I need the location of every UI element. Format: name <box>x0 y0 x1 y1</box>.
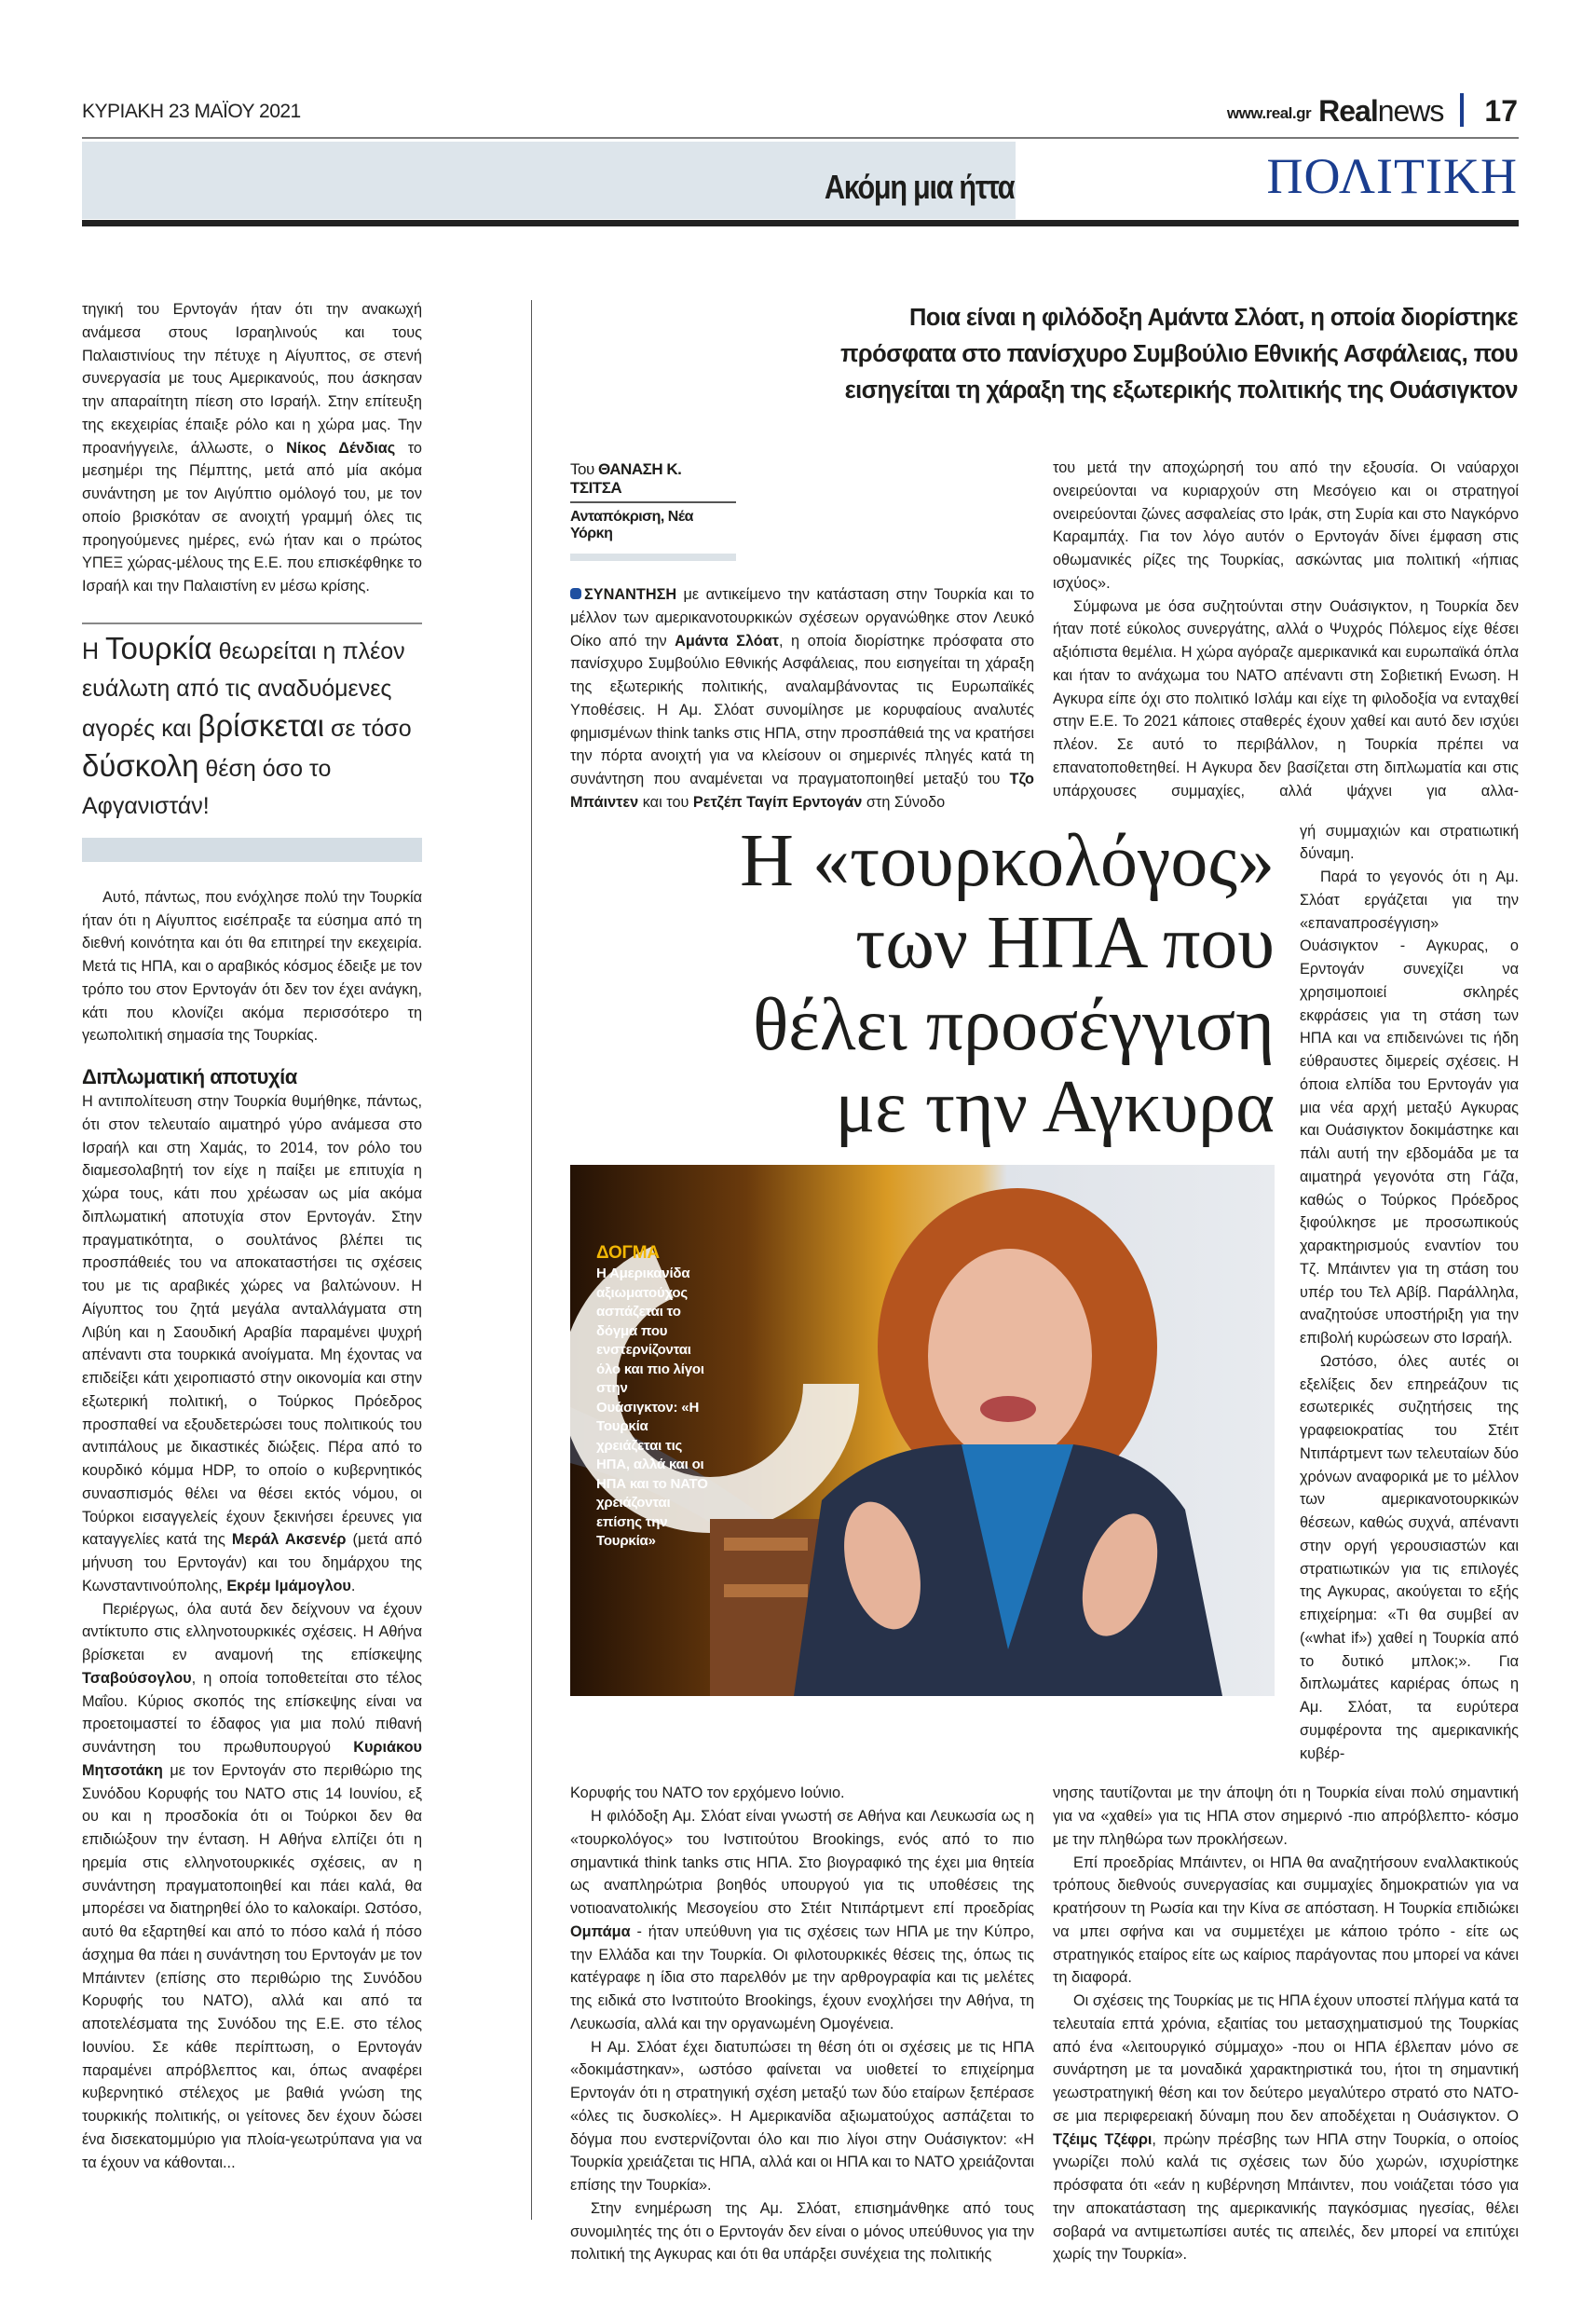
text-run: Ωστόσο, όλες αυτές οι εξελίξεις δεν επηρεάζουν τις εσωτερικές συζητήσεις της γραφειοκρατίας του Στέιτ Ντιπάρτμεντ των τελευταίων δύο χρόνων αναφορικά με το μέλλον των αμερικανοτουρκικών θέσεων, καθώς συχνά, απέναντι στην οργή γερουσιαστών και στρατιωτικών για τις επιλογές της Αγκυρας, ακούγεται το εξής επιχείρημα: «Τι θα συμβεί αν («what if») χαθεί η Τουρκία από το δυτικό μπλοκ;». Για διπλωμάτες καριέρας όπως η Αμ. Σλόατ, τα ευρύτερα συμφέροντα της αμερικανικής κυβέρ- <box>1300 1352 1519 1762</box>
left-column-text-3 <box>82 1090 422 2174</box>
bold-name: Τζο Μπάιντεν <box>570 771 1034 811</box>
bold-name: Κυριάκου Μητσοτάκη <box>82 1739 422 1779</box>
text-run: . <box>350 1577 356 1594</box>
byline <box>570 460 736 561</box>
bold-name: Μεράλ Ακσενέρ <box>231 1531 347 1549</box>
bold-name: Ρετζέπ Ταγίπ Ερντογάν <box>692 793 863 811</box>
bold-name: Ομπάμα <box>570 1922 631 1940</box>
masthead-brand <box>1227 93 1518 127</box>
section-title: ΠΟΛΙΤΙΚΗ <box>1266 148 1518 204</box>
bold-name: Τσαβούσογλου <box>82 1669 192 1687</box>
left-column-text-2 <box>82 886 422 1047</box>
text-run: τηγική του Ερντογάν ήταν ότι την ανακωχή ανάμεσα στους Ισραηλινούς και τους Παλαιστινίους την πέτυχε η Αίγυπτος, σε στενή συνεργασία με τους Αμερικανούς, που άσκησαν την απαραίτητη πίεση στο Ισραήλ. Στην επίτευξη της εκεχειρίας έπαιξε ρόλο και η χώρα μας. Την προανήγγειλε, άλλωστε, ο <box>82 301 422 457</box>
text-run: με αντικείμενο την κατάσταση στην Τουρκία και το μέλλον των αμερικανοτουρκικών σχέσεων οργανώθηκε στον Λευκό Οίκο από την <box>570 586 1034 650</box>
text-run: Παρά το γεγονός ότι η Αμ. Σλόατ εργάζεται για την «επαναπροσέγγιση» Ουάσιγκτον - Αγκυρας, ο Ερντογάν συνεχίζει να χρησιμοποιεί σκληρές εκφράσεις για τη στάση των ΗΠΑ και να επιδεινώνει τις ήδη εύθραυστες διμερείς σχέσεις. Η όποια ελπίδα του Ερντογάν για μια νέα αρχή μεταξύ Αγκυρας και Ουάσιγκτον δοκιμάστηκε και πάλι αυτή την εβδομάδα με τα αιματηρά γεγονότα στη Γάζα, καθώς ο Τούρκος Πρόεδρος ξιφούλκησε με προσωπικούς χαρακτηρισμούς εναντίον του Τζ. Μπάιντεν για τη στάση του υπέρ του Τελ Αβίβ. Παράλληλα, αναζητούσε υποστήριξη για την επιβολή κυρώσεων στο Ισραήλ. <box>1300 869 1519 1347</box>
pull-quote-bar <box>82 838 422 862</box>
subtitle-line: εισηγείται τη χάραξη της εξωτερικής πολιτικής της Ουάσιγκτον <box>844 377 1518 404</box>
paragraph <box>570 583 1034 814</box>
headline-line: θέλει προσέγγιση <box>752 983 1275 1066</box>
subheading: Διπλωματική αποτυχία <box>82 1065 297 1088</box>
text-run: (μετά από μήνυση του Ερντογάν) και του δημάρχου της Κωνσταντινούπολης, <box>82 1531 423 1594</box>
article-middle-top-column <box>570 457 1034 814</box>
paragraph <box>82 886 422 1047</box>
pull-quote <box>82 630 422 825</box>
pull-quote-text: θέση όσο το Αφγανιστάν! <box>82 755 332 819</box>
bold-name: Τζέιμς Τζέφρι <box>1053 2130 1153 2148</box>
paragraph <box>1300 866 1519 1350</box>
text-run: Αυτό, πάντως, που ενόχλησε πολύ την Τουρκία ήταν ότι η Αίγυπτος εισέπραξε τα εύσημα από τη διεθνή κοινότητα και ότι θα επιτηρεί την εκεχειρία. Μετά τις ΗΠΑ, και ο αραβικός κόσμος έδειξε με τον τρόπο του στον Ερντογάν ότι δεν τον έχει ανάγκη, κάτι που κλονίζει ακόμα περισσότερο τη γεωπολιτική σημασία της Τουρκίας. <box>82 888 422 1045</box>
text-run: , πρώην πρέσβης των ΗΠΑ στην Τουρκία, ο οποίος γνωρίζει πολύ καλά τις σχέσεις των δύο χωρών, ισχυρίστηκε πρόσφατα ότι «εάν η κυβέρνηση Μπάιντεν, που νοιάζεται τόσο για την αποκατάσταση της αμερικανικής παγκόσμιας ηγεσίας, θέλει σοβαρά να αντιμετωπίσει αυτές τις απειλές, δεν μπορεί να επιτύχει χωρίς την Τουρκία». <box>1053 2130 1519 2264</box>
headline-line: με την Αγκυρα <box>835 1065 1275 1148</box>
bold-name: Εκρέμ Ιμάμογλου <box>226 1577 351 1594</box>
bold-name: Νίκος Δένδιας <box>286 439 396 457</box>
article-right-narrow <box>1300 820 1519 1766</box>
text-run: Σύμφωνα με όσα συζητούνται στην Ουάσιγκτον, η Τουρκία δεν ήταν ποτέ εύκολος συνεργάτης, αλλά ο Ψυχρός Πόλεμος είχε θέσει αξιόπιστα θεμέλια. Η χώρα αγόραζε αμερικανικά και ευρωπαϊκά όπλα και ήταν το ανάχωμα του ΝΑΤΟ απέναντι στη Σοβιετική Ενωση. Η Αγκυρα είπε όχι στο πολιτικό Ισλάμ και είχε τη φιλοδοξία να ενταχθεί στην Ε.Ε. Το 2021 κάποιες σταθερές έχουν χαθεί και αυτό δεν ισχύει πλέον. Σε αυτό το περιβάλλον, η Τουρκία πρέπει να επανατοποθετηθεί. Η Αγκυρα δεν βασίζεται στη διπλωματία και στις υπάρχουσες συμμαχίες, αλλά ψάχνει για αλλα- <box>1053 597 1519 800</box>
left-column-text-1 <box>82 298 422 598</box>
article-right-bottom <box>1053 1782 1519 2266</box>
paragraph <box>82 1090 422 1598</box>
text-run: νησης ταυτίζονται με την άποψη ότι η Τουρκία είναι πολύ σημαντική για να «χαθεί» για τις ΗΠΑ στον σημερινό -πιο απρόβλεπτο- κόσμο με την πληθώρα των προκλήσεων. <box>1053 1785 1519 1848</box>
text-run: - ήταν υπεύθυνη για τις σχέσεις των ΗΠΑ με την Κύπρο, την Ελλάδα και την Τουρκία. Οι φιλοτουρκικές θέσεις της, όπως τις κατέγραφε η ίδια στο παρελθόν με την αρθρογραφία και τις μελέτες της ειδικά στο Ινστιτούτο Brookings, έχουν ενοχλήσει την Αθήνα, τη Λευκωσία, αλλά και την οργανωμένη Ομογένεια. <box>570 1922 1034 2032</box>
byline-location: Ανταπόκριση, Νέα Υόρκη <box>570 509 693 541</box>
main-article <box>570 457 1519 2266</box>
paragraph <box>82 1598 422 2175</box>
caption-title: ΔΟΓΜΑ <box>596 1242 660 1263</box>
text-run: γή συμμαχιών και στρατιωτική δύναμη. <box>1300 822 1519 863</box>
bold-name: Αμάντα Σλόατ <box>675 632 780 650</box>
paragraph <box>570 2197 1034 2266</box>
text-run: , η οποία τοποθετείται στο τέλος Μαΐου. Κύριος σκοπός της επίσκεψης είναι να προετοιμαστεί το έδαφος για μια πολύ πιθανή συνάντηση του πρωθυπουργού <box>82 1669 422 1756</box>
newspaper-logo: Realnews <box>1318 94 1444 128</box>
byline-bar <box>570 554 736 561</box>
text-run: Οι σχέσεις της Τουρκίας με τις ΗΠΑ έχουν υποστεί πλήγμα κατά τα τελευταία επτά χρόνια, εξαιτίας του μετασχηματισμού της Τουρκίας από ένα «λειτουργικό σύμμαχο» -που οι ΗΠΑ έβλεπαν μόνο σε συνάρτηση με τα μοναδικά χαρακτηριστικά του, ήτοι τη σημαντική γεωστρατηγική θέση και τον δεύτερο μεγαλύτερο στρατό στο ΝΑΤΟ- σε μια περιφερειακή δύναμη που δεν αποδέχεται η Ουάσιγκτον. Ο <box>1053 1992 1519 2125</box>
text-run: Η Αμ. Σλόατ έχει διατυπώσει τη θέση ότι οι σχέσεις με τις ΗΠΑ «δοκιμάστηκαν», ωστόσο φαίνεται να υιοθετεί το επιχείρημα Ερντογάν ότι η στρατηγική σχέση μεταξύ των δύο εταίρων ξεπέρασε «όλες τις δυσκολίες». Η Αμερικανίδα αξιωματούχος ασπάζεται το δόγμα που ενστερνίζονται όλο και πιο λίγοι στην Ουάσιγκτον: «Η Τουρκία χρειάζεται τις ΗΠΑ, αλλά και οι ΗΠΑ και το ΝΑΤΟ χρειάζονται επίσης την Τουρκία». <box>570 2038 1034 2194</box>
paragraph <box>570 1782 1034 1805</box>
issue-date: ΚΥΡΙΑΚΗ 23 ΜΑΪΟΥ 2021 <box>82 101 301 122</box>
pull-quote-emphasis: δύσκολη <box>82 747 199 783</box>
subtitle-line: Ποια είναι η φιλόδοξη Αμάντα Σλόατ, η οποία διορίστηκε <box>909 305 1518 331</box>
top-rule <box>82 137 1519 139</box>
article-row-visual <box>570 820 1519 1766</box>
text-run: Η αντιπολίτευση στην Τουρκία θυμήθηκε, πάντως, ότι στον τελευταίο αιματηρό γύρο ανάμεσα στο Ισραήλ και στη Χαμάς, το 2014, τον ρόλο του διαμεσολαβητή τον είχε η παίξει με επιτυχία η χώρα τους, κάτι που χρέωσαν ως μία ακόμα διπλωματική αποτυχία στον Ερντογάν. Στην πραγματικότητα, ο σουλτάνος βλέπει τις προσπάθειές του να αποκαταστήσει τις σχέσεις του με τις αραβικές χώρες να βαλτώνουν. Η Αίγυπτος του ζητά μεγάλα ανταλλάγματα στη Λιβύη και η Σαουδική Αραβία παραμένει ψυχρή απέναντι στα τουρκικά ανοίγματα. Μη έχοντας να επιδείξει κάτι χειροπιαστό στην οικονομία και στην εξωτερική πολιτική, ο Τούρκος Πρόεδρος προσπαθεί να εξουδετερώσει τους πολιτικούς του αντιπάλους με δικαστικές διώξεις. Πέρα από το κουρδικό κόμμα HDP, το οποίο ο κυβερνητικός συνασπισμός θέλει να θέσει εκτός νόμου, οι Τούρκοι εισαγγελείς έχουν ξεκινήσει έρευνες για καταγγελίες κατά της <box>82 1093 422 1549</box>
paragraph <box>570 2036 1034 2197</box>
pull-quote-text: θεωρείται η πλέον ευάλωτη από τις αναδυόμενες αγορές και <box>82 637 405 742</box>
site-url[interactable]: www.real.gr <box>1226 104 1312 122</box>
paragraph <box>1053 457 1519 595</box>
paragraph <box>1300 820 1519 867</box>
article-middle-bottom <box>570 1782 1034 2266</box>
paragraph <box>1300 1350 1519 1766</box>
article-row-bottom <box>570 1782 1519 2266</box>
paragraph <box>570 1805 1034 2036</box>
column-divider <box>531 300 532 2220</box>
text-run: Επί προεδρίας Μπάιντεν, οι ΗΠΑ θα αναζητήσουν εναλλακτικούς τρόπους διεθνούς συνεργασίας και συμμαχίες δημοκρατιών για να κρατήσουν τη Ρωσία και την Κίνα σε απόσταση. Η Τουρκία επιδιώκει να μπει σφήνα και να συμμετέχει με κάποιο τρόπο - είτε ως στρατηγικός εταίρος είτε ως καίριος παράγοντας που μπορεί να κάνει τη διαφορά. <box>1053 1854 1519 1987</box>
header-rule <box>82 220 1519 226</box>
caption-text: Η Αμερικανίδα αξιωματούχος ασπάζεται το δόγμα που ενστερνίζονται όλο και πιο λίγοι στην Ουάσιγκτον: «Η Τουρκία χρειάζεται τις ΗΠΑ, αλλά και οι ΗΠΑ και το ΝΑΤΟ χρειάζονται επίσης την Τουρκία» <box>596 1265 708 1549</box>
paragraph <box>1053 1990 1519 2266</box>
text-run: το μεσημέρι της Πέμπτης, μετά από μία ακόμα συνάντηση με τον Αιγύπτιο ομόλογό του, με τον οποίο βρισκόταν σε ανοιχτή γραμμή όλες τις προηγούμενες ημέρες, ενώ ήταν και ο πρώτος ΥΠΕΞ χώρας-μέλους της Ε.Ε. που επισκέφθηκε το Ισραήλ και την Παλαιστίνη εν μέσω κρίσης. <box>82 439 422 595</box>
text-run: Περιέργως, όλα αυτά δεν δείχνουν να έχουν αντίκτυπο στις ελληνοτουρκικές σχέσεις. Η Αθήνα βρίσκεται εν αναμονή της επίσκεψης <box>82 1600 422 1663</box>
article-photo <box>570 1165 1275 1696</box>
text-run: του μετά την αποχώρησή του από την εξουσία. Οι ναύαρχοι ονειρεύονται να κυριαρχούν στη Μεσόγειο και οι στρατηγοί ονειρεύονται ζώνες ασφαλείας στο Ιράκ, στη Συρία και στο Ναγκόρνο Καραμπάχ. Για τον λόγο αυτόν ο Ερντογάν δίνει έμφαση στις οθωμανικές ρίζες της Τουρκίας, ασκώντας μια πολιτική «ήπιας ισχύος». <box>1053 459 1519 592</box>
article-row-top <box>570 457 1519 814</box>
text-run: Στην ενημέρωση της Αμ. Σλόατ, επισημάνθηκε από τους συνομιλητές της ότι ο Ερντογάν δεν είναι ο μόνος υπεύθυνος για την πολιτική της Αγκυρας και ότι θα υπάρξει συνέχεια της πολιτικής <box>570 2199 1034 2264</box>
article-intro <box>570 583 1034 814</box>
text-run: , η οποία διορίστηκε πρόσφατα στο πανίσχυρο Συμβούλιο Εθνικής Ασφάλειας, που εισηγείται τη χάραξη της εξωτερικής πολιτικής, αναλαμβάνοντας τις Ευρωπαϊκές Υποθέσεις. Η Αμ. Σλόατ συνομίλησε με κορυφαίους αναλυτές φημισμένων think tanks στις ΗΠΑ, στην προσπάθειά της να κρατήσει την πόρτα ανοιχτή για να κλείσουν οι σημερινές πληγές κατά τη συνάντηση που αναμένεται να πραγματοποιηθεί μεταξύ του <box>570 632 1034 787</box>
headline-and-photo <box>570 820 1275 1696</box>
photo-caption <box>596 1244 708 1552</box>
subtitle-line: πρόσφατα στο πανίσχυρο Συμβούλιο Εθνικής Ασφάλειας, που <box>840 341 1518 367</box>
paragraph <box>82 298 422 598</box>
byline-author: Του ΘΑΝΑΣΗ Κ. ΤΣΙΤΣΑ <box>570 460 736 503</box>
text-run: Η φιλόδοξη Αμ. Σλόατ είναι γνωστή σε Αθήνα και Λευκωσία ως η «τουρκολόγος» του Ινστιτούτου Brookings, ενός από το πιο σημαντικά think tanks στις ΗΠΑ. Στο βιογραφικό της έχει μια θητεία ως αναπληρώτρια βοηθός υπουργού για τις υποθέσεις της νοτιοανατολικής Μεσογείου στο Στέιτ Ντιπάρτμεντ επί προεδρίας <box>570 1808 1034 1917</box>
headline-line: των ΗΠΑ που <box>855 901 1275 984</box>
text-run: και του <box>638 793 693 811</box>
text-run: Κορυφής του ΝΑΤΟ τον ερχόμενο Ιούνιο. <box>570 1785 845 1802</box>
paragraph <box>1053 595 1519 803</box>
article-right-top <box>1053 457 1519 802</box>
pull-quote-rule <box>82 622 422 624</box>
text-run: στη Σύνοδο <box>862 793 946 811</box>
text-run: με τον Ερντογάν στο περιθώριο της Συνόδου Κορυφής του ΝΑΤΟ στις 14 Ιουνίου, εξ ου και η προσδοκία ότι οι Τούρκοι δεν θα επιδιώξουν την ένταση. Η Αθήνα ελπίζει ότι η ηρεμία στις ελληνοτουρκικές σχέσεις, αν η συνάντηση πραγματοποιηθεί και πάει καλά, θα μπορέσει να διατηρηθεί όλο το καλοκαίρι. Ωστόσο, αυτό θα εξαρτηθεί και από το πόσο καλά ή πόσο άσχημα θα πάει η συνάντηση του Ερντογάν με τον Μπάιντεν (επίσης στο περιθώριο της Συνόδου Κορυφής του ΝΑΤΟ), αλλά και από τα αποτελέσματα της Συνόδου της Ε.Ε. στο τέλος Ιουνίου. Σε κάθε περίπτωση, ο Ερντογάν παραμένει απρόβλεπτος και, όπως αναφέρει κυβερνητικό στέλεχος με βαθιά γνώση της τουρκικής πολιτικής, οι γείτονες δεν έχουν δώσει ένα δισεκατομμύριο για πλοία-γεωτρύπανα για να τα έχουν να κάθονται... <box>82 1761 422 2171</box>
article-subtitle <box>754 300 1518 409</box>
pull-quote-text: Η <box>82 637 105 664</box>
page-kicker: Ακόμη μια ήττα <box>824 168 1014 206</box>
left-column <box>82 298 422 2174</box>
paragraph <box>1053 1852 1519 1991</box>
paragraph <box>1053 1782 1519 1851</box>
article-headline <box>570 820 1275 1148</box>
page-number: 17 <box>1484 94 1518 128</box>
pull-quote-text: σε τόσο <box>324 715 412 742</box>
headline-line: Η «τουρκολόγος» <box>740 819 1275 902</box>
bold-name: ΣΥΝΑΝΤΗΣΗ <box>584 586 677 603</box>
lead-marker-icon <box>570 588 581 599</box>
pull-quote-emphasis: βρίσκεται <box>198 707 325 743</box>
divider <box>1460 93 1464 127</box>
pull-quote-emphasis: Τουρκία <box>105 630 212 665</box>
